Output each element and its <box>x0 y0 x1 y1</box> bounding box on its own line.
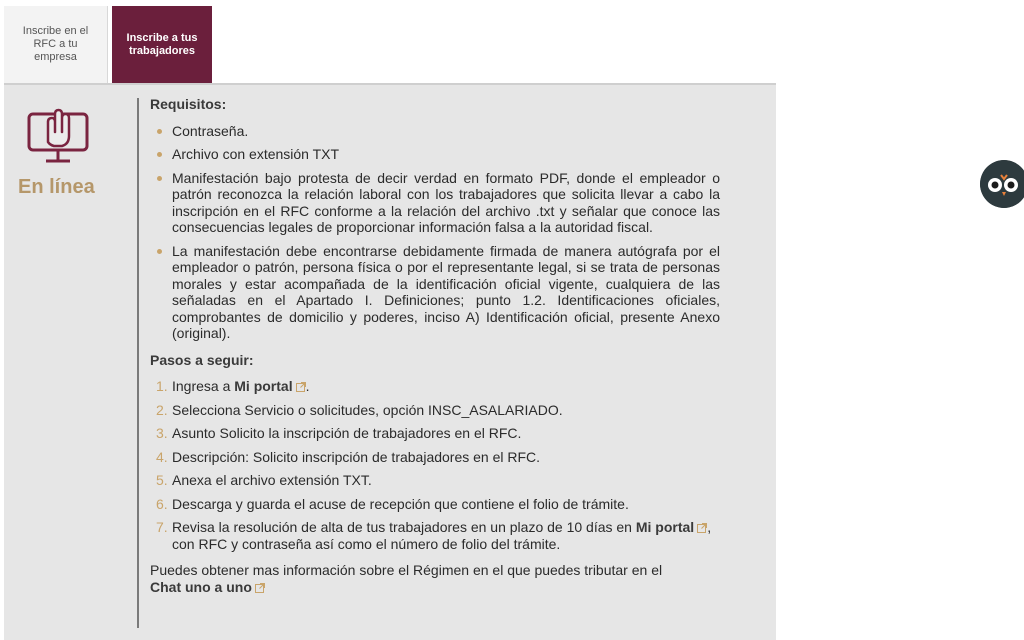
list-item: Contraseña. <box>172 123 720 140</box>
tab-inscribe-empresa[interactable] <box>4 6 108 83</box>
external-link-icon[interactable] <box>296 382 306 392</box>
list-item <box>156 425 720 442</box>
list-item <box>156 472 720 489</box>
step-text: Selecciona Servicio o solicitudes, opción INSC_ASALARIADO. <box>172 401 563 418</box>
list-item <box>156 495 720 513</box>
external-link-icon[interactable] <box>697 523 707 533</box>
tab-inscribe-trabajadores[interactable] <box>112 6 212 83</box>
step-text: . <box>305 378 310 394</box>
mi-portal-link[interactable]: Mi portal <box>635 519 695 535</box>
mi-portal-link[interactable]: Mi portal <box>234 378 293 394</box>
computer-hand-icon <box>24 98 94 168</box>
step-text: , con RFC y contraseña así como el número de folio del trámite. <box>172 519 712 552</box>
instructions-content <box>150 96 720 595</box>
step-number: 3. <box>156 425 168 441</box>
pasos-list <box>150 378 720 552</box>
vertical-divider <box>137 98 139 628</box>
step-number: 7. <box>156 519 168 535</box>
step-text: Revisa la resolución de alta de tus trabajadores en un plazo de 10 días en <box>172 519 636 535</box>
list-item: La manifestación debe encontrarse debidamente firmada de manera autógrafa por el empleador o patrón, persona física o por el representante legal, si se trata de personas morales y estar acompañada de la identificación oficial vigente, cualquiera de las señaladas en el Apartado I. Definiciones; punto 1.2. Identificaciones oficiales, comprobantes de domicilio y poderes, inciso A) Identificación oficial, presente Anexo (original). <box>172 242 720 341</box>
requisitos-list <box>150 123 720 342</box>
list-item: Manifestación bajo protesta de decir verdad en formato PDF, donde el empleador o patrón reconozca la relación laboral con los trabajadores que solicita llevar a cabo la inscripción en el RFC conforme a la relación del archivo .txt y señalar que conoce las consecuencias legales de proporcionar información falsa a la autoridad fiscal. <box>172 169 720 235</box>
pasos-heading: Pasos a seguir: <box>150 351 254 368</box>
list-item <box>156 378 720 395</box>
step-number: 6. <box>156 495 168 512</box>
requisitos-heading: Requisitos: <box>150 96 227 112</box>
step-number: 5. <box>156 472 168 488</box>
more-info-text <box>150 562 720 595</box>
step-text: Descripción: Solicito inscripción de trabajadores en el RFC. <box>172 448 541 465</box>
step-text: Asunto Solicito la inscripción de trabajadores en el RFC. <box>172 425 522 441</box>
owl-assistant-icon[interactable] <box>980 160 1024 208</box>
tab-bar <box>4 6 212 83</box>
external-link-icon[interactable] <box>255 583 265 593</box>
more-info-label: Puedes obtener mas información sobre el Régimen en el que puedes tributar en el <box>150 562 663 578</box>
list-item <box>156 448 720 466</box>
step-text: Anexa el archivo extensión TXT. <box>172 472 372 488</box>
mode-title: En línea <box>18 176 95 198</box>
panel-top-border <box>4 83 776 85</box>
list-item <box>156 401 720 419</box>
step-text: Descarga y guarda el acuse de recepción que contiene el folio de trámite. <box>172 495 629 512</box>
tab-label: Inscribe a tus trabajadores <box>126 31 198 57</box>
tab-label: Inscribe en el RFC a tu empresa <box>22 25 89 63</box>
chat-uno-a-uno-link[interactable]: Chat uno a uno <box>150 578 252 595</box>
step-number: 4. <box>156 448 168 465</box>
step-text: Ingresa a <box>172 378 235 394</box>
step-number: 1. <box>156 378 168 394</box>
list-item: Archivo con extensión TXT <box>172 146 720 163</box>
step-number: 2. <box>156 401 168 418</box>
list-item <box>156 519 720 552</box>
